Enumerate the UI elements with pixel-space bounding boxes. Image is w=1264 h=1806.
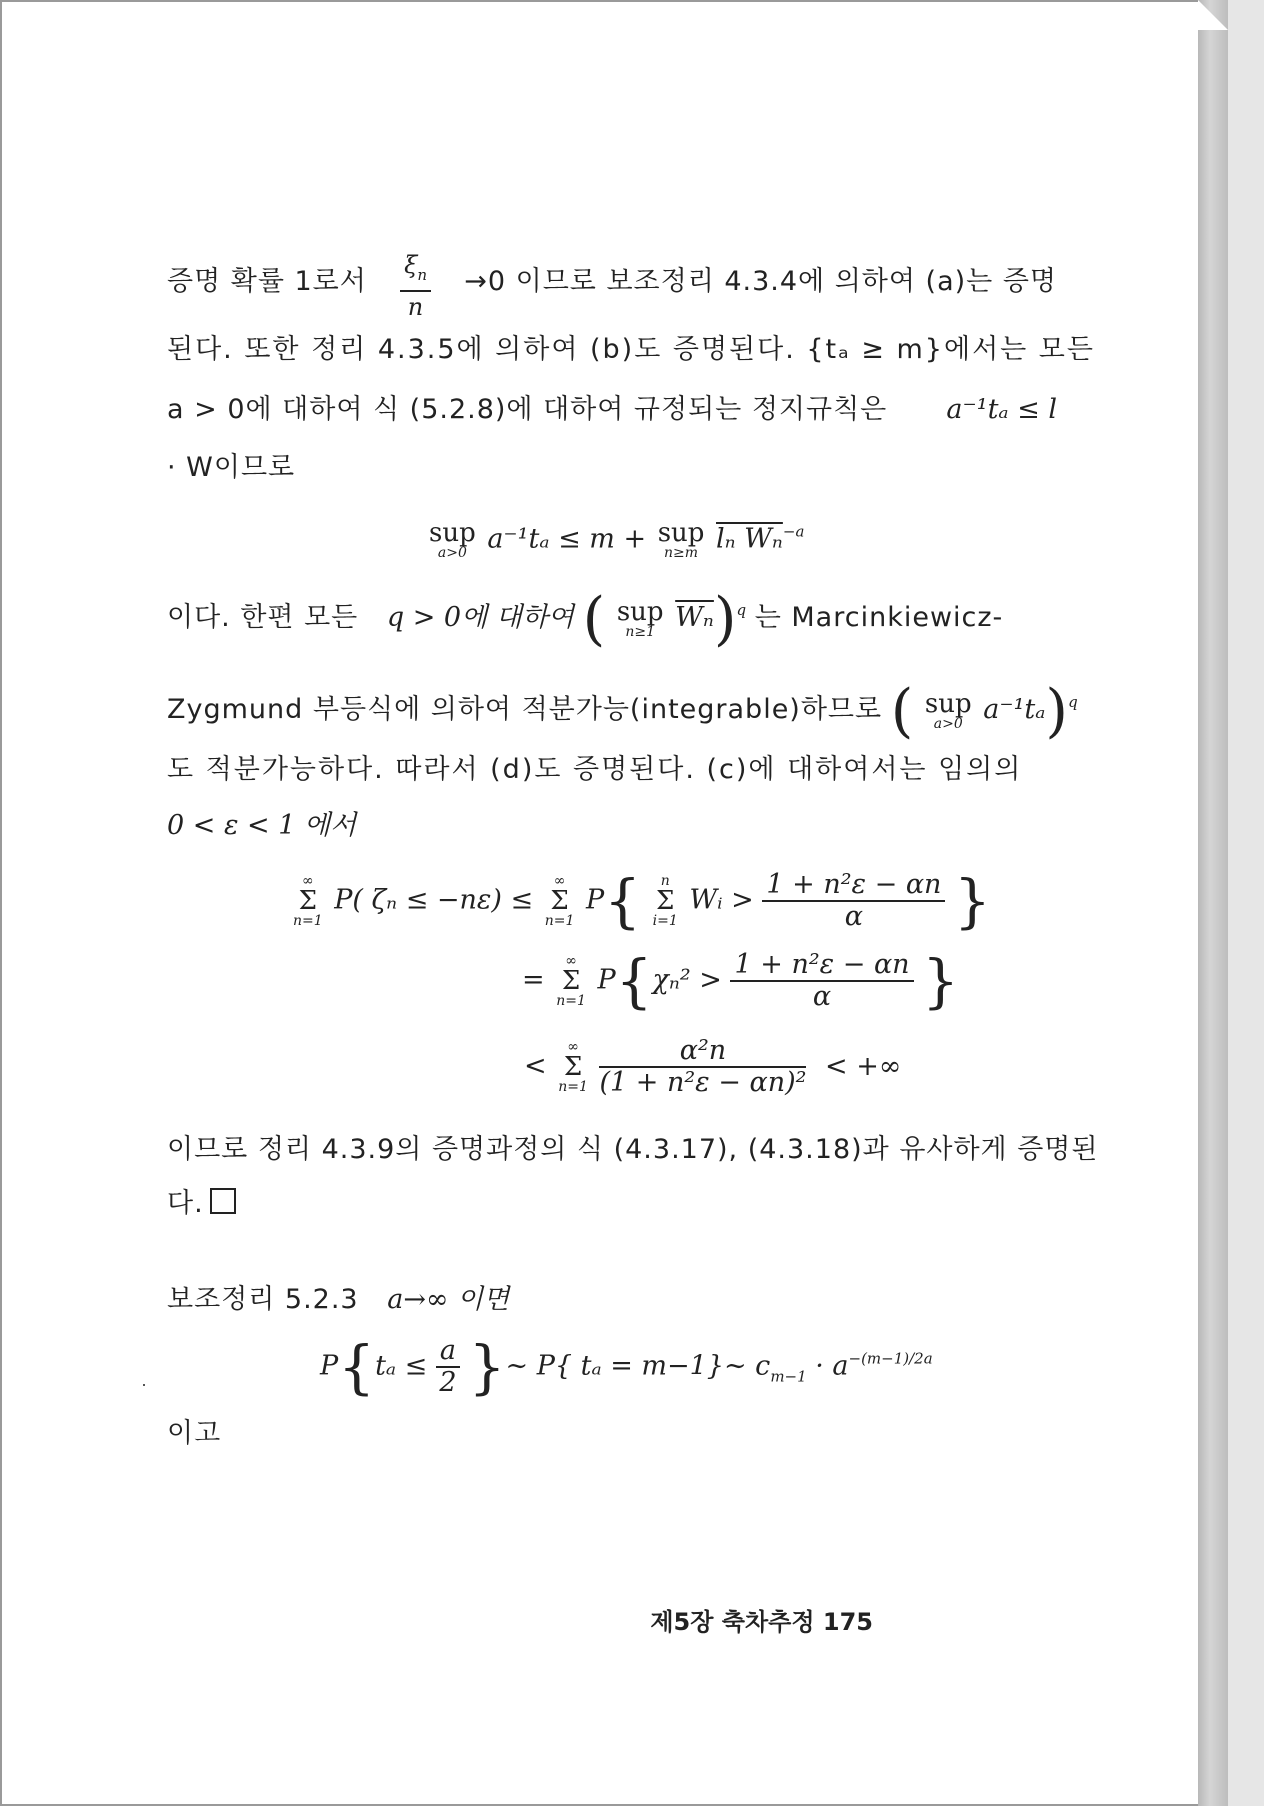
line-1 (167, 251, 1057, 322)
page-stack-edge (1198, 0, 1228, 1806)
line-5: 이다. 한편 모든 q > 0에 대하여 ( sup n≥1 $\overline{W_n})^q$ 는 Marcinkiewicz- (167, 584, 1004, 653)
equation-2: ∞ Σ n=1 P( ζₙ ≤ −nε) ≤ ∞ Σ n=1 P{ n Σ i=1 Wᵢ > $\frac{\text{1 + n²ε − αn}}{\alpha}$ } (293, 867, 991, 935)
stray-dot (143, 1384, 145, 1386)
line-3 (167, 392, 1057, 428)
line-4 (167, 450, 295, 486)
page-footer: 제5장 축차추정 175 (650, 1608, 873, 1636)
line-9: 이므로 정리 4.3.9의 증명과정의 식 (4.3.17), (4.3.18)과 유사하게 증명된 (167, 1134, 1099, 1165)
equation-3: = ∞ Σ n=1 P{χₙ² > $\frac{\text{1 + n²ε − αn}}{\alpha}$ } (522, 947, 960, 1015)
fraction-xi-over-n: $\frac{\xi_n}{n}$ (400, 250, 431, 322)
line-3-math: a⁻¹tₐ ≤ l (946, 394, 1057, 425)
line-4-text: · W이므로 (167, 452, 296, 483)
line-1-intro: 증명 확률 1로서 (167, 266, 367, 297)
line-3-text: a > 0에 대하여 식 (5.2.8)에 대하여 규정되는 정지규칙은 (167, 394, 888, 425)
line-5-text-b: q > 0에 대하여 (386, 602, 575, 633)
equation-5: P{tₐ ≤ $\frac{a}{2}$ }∼ P{ tₐ = m−1}∼ $c_{m-1} \cdot a^{-(m-1)/2a}$ (320, 1333, 933, 1401)
qed-box-icon (210, 1188, 236, 1214)
line-10-text: 다. (167, 1188, 204, 1219)
line-5-text-a: 이다. 한편 모든 (167, 602, 359, 633)
lemma-title: 보조정리 5.2.3 (167, 1284, 359, 1315)
line-5-text-c: 는 Marcinkiewicz- (754, 602, 1004, 633)
line-7: 도 적분가능하다. 따라서 (d)도 증명된다. (c)에 대하여서는 임의의 (167, 754, 1023, 785)
line-1-rest: →0 이므로 보조정리 4.3.4에 의하여 (a)는 증명 (464, 266, 1057, 297)
equation-4: < ∞ Σ n=1 $\frac{\text{α²n}}{\text{(1 + n²ε − αn)²}}$ < +∞ (524, 1035, 902, 1098)
line-10 (167, 1186, 236, 1222)
lemma-condition: a→∞ 이면 (387, 1284, 510, 1315)
line-2: 된다. 또한 정리 4.3.5에 의하여 (b)도 증명된다. {tₐ ≥ m}에서는 모든 (167, 334, 1095, 365)
line-6-text: Zygmund 부등식에 의하여 적분가능(integrable)하므로 (167, 694, 883, 725)
line-12: 이고 (167, 1418, 222, 1449)
equation-1: sup a>0 a⁻¹tₐ ≤ m + sup n≥m lₙ Wₙ$^{-a}$ (429, 518, 805, 561)
line-8: 0 < ε < 1 에서 (167, 810, 357, 841)
line-6: Zygmund 부등식에 의하여 적분가능(integrable)하므로 ( sup a>0 a⁻¹tₐ)$^q$ (167, 676, 1078, 745)
line-11 (167, 1282, 509, 1318)
